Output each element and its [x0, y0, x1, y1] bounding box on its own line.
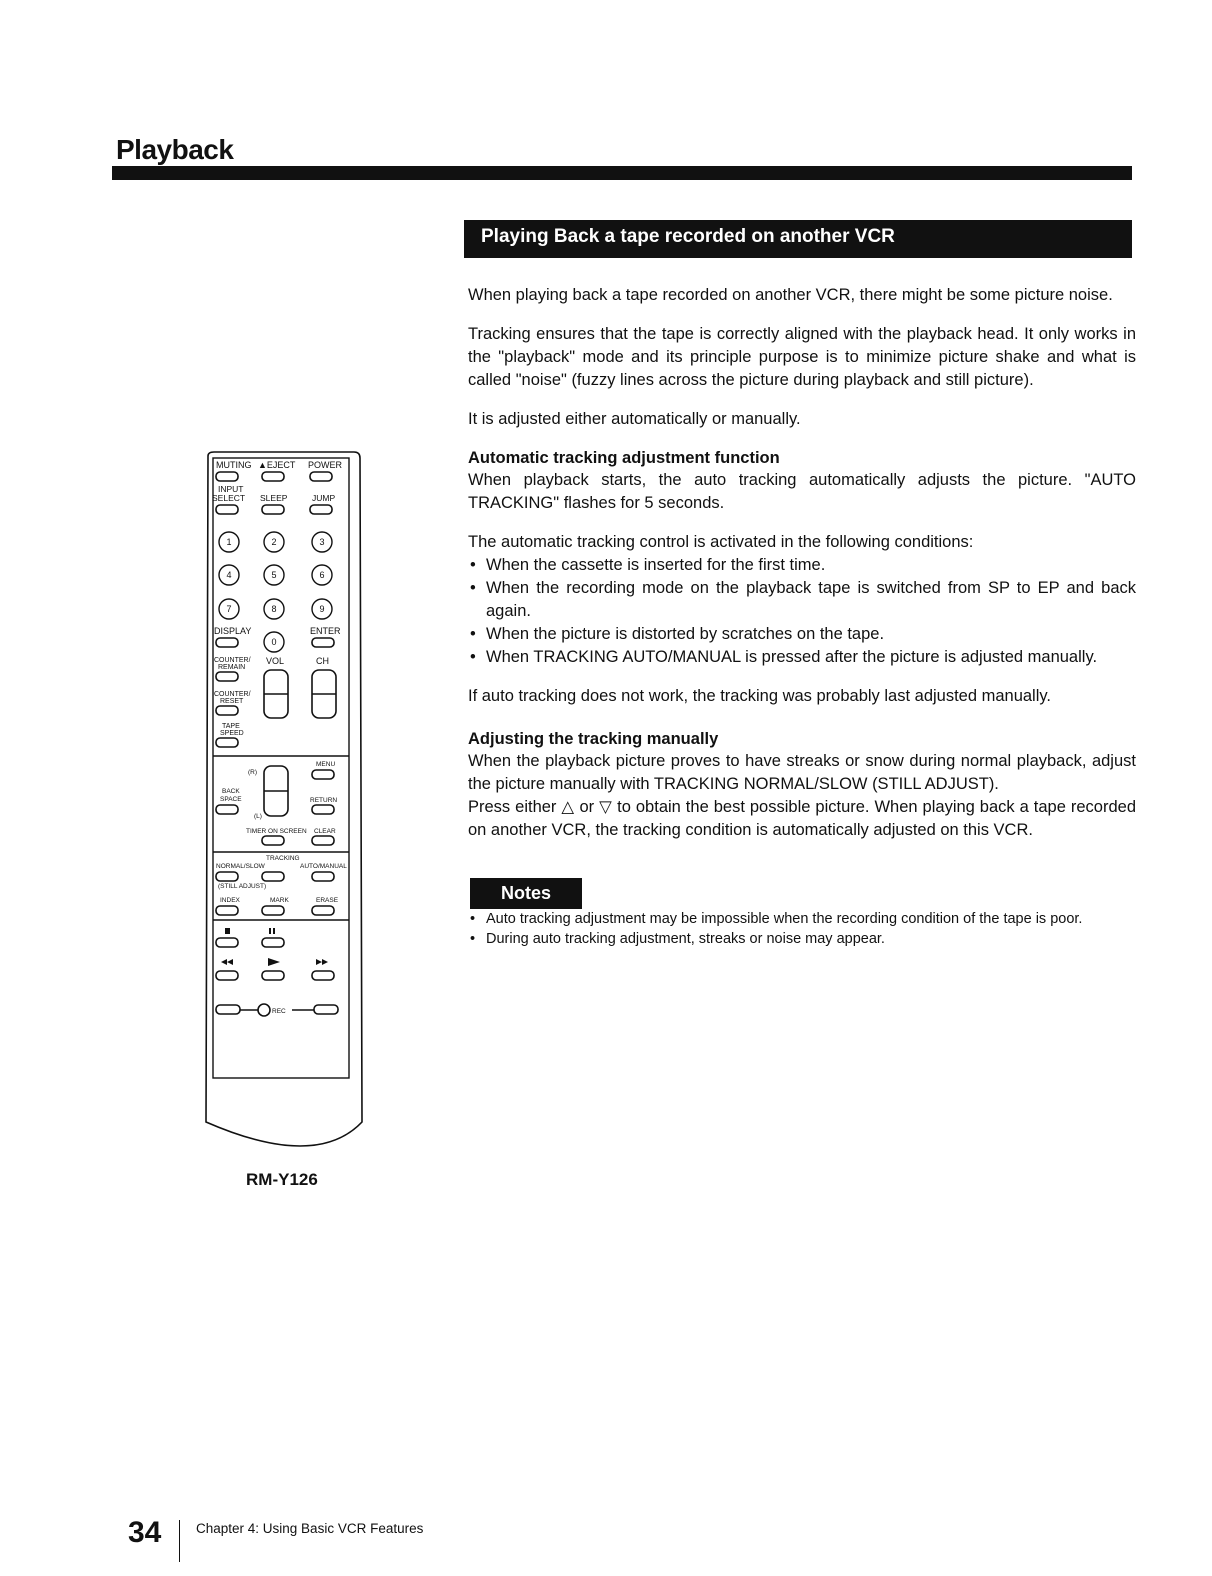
label-input: INPUT: [218, 484, 244, 494]
auto-tracking-heading: Automatic tracking adjustment function: [468, 449, 780, 467]
label-clear: CLEAR: [314, 828, 336, 835]
label-vol: VOL: [266, 656, 285, 666]
label-normal-slow: NORMAL/SLOW: [216, 863, 265, 870]
digit-4: 4: [226, 570, 232, 580]
footer-divider: [179, 1520, 180, 1562]
manual-tracking-paragraph: When the playback picture proves to have streaks or snow during normal playback, adjust the picture manually with TRACKING NORMAL/SLOW (STILL ADJUST).: [468, 752, 1136, 793]
digit-3: 3: [319, 537, 325, 547]
label-r: (R): [248, 769, 258, 776]
label-tracking: TRACKING: [266, 855, 300, 862]
tracking-paragraph: Tracking ensures that the tape is correctly aligned with the playback head. It only works in the "playback" mode and its principle purpose is to minimize picture shake and what is called "noise" (fuzzy lines across the picture during playback and still picture).: [468, 325, 1136, 389]
intro-paragraph: When playing back a tape recorded on another VCR, there might be some picture noise.: [468, 286, 1113, 304]
digit-9: 9: [319, 604, 325, 614]
label-speed: SPEED: [220, 730, 244, 737]
digit-6: 6: [319, 570, 325, 580]
label-space: SPACE: [220, 796, 242, 803]
section-banner: Playing Back a tape recorded on another VCR: [464, 220, 1132, 258]
label-select: SELECT: [212, 493, 246, 503]
conditions-intro: The automatic tracking control is activated in the following conditions:: [468, 533, 974, 551]
digit-1: 1: [226, 537, 232, 547]
label-sleep: SLEEP: [260, 493, 288, 503]
conditions-list: [468, 554, 1136, 669]
label-return: RETURN: [310, 797, 338, 804]
label-back: BACK: [222, 788, 240, 795]
page-title: Playback: [116, 134, 234, 165]
label-mark: MARK: [270, 897, 289, 904]
label-timer-on-screen: TIMER ON SCREEN: [246, 828, 307, 835]
label-counter-remain: COUNTER/: [214, 657, 251, 664]
label-erase: ERASE: [316, 897, 339, 904]
label-menu: MENU: [316, 761, 336, 768]
label-tape: TAPE: [222, 723, 240, 730]
digit-8: 8: [271, 604, 277, 614]
digit-0: 0: [271, 637, 277, 647]
notes-list: [468, 909, 1136, 949]
label-l: (L): [254, 813, 262, 820]
label-ch: CH: [316, 656, 329, 666]
notes-badge: Notes: [470, 878, 582, 909]
list-item: • When the recording mode on the playback tape is switched from SP to EP and back again.: [468, 577, 1136, 623]
main-content: [468, 284, 1136, 965]
label-muting: MUTING: [216, 460, 252, 470]
digit-7: 7: [226, 604, 232, 614]
label-jump: JUMP: [312, 493, 336, 503]
list-item: • When TRACKING AUTO/MANUAL is pressed after the picture is adjusted manually.: [468, 646, 1136, 669]
manual-tracking-heading: Adjusting the tracking manually: [468, 730, 719, 748]
remote-control-illustration: [196, 450, 371, 1160]
manual-press-paragraph: Press either △ or ▽ to obtain the best possible picture. When playing back a tape recorded on another VCR, the tracking condition is automatically adjusted on this VCR.: [468, 798, 1136, 839]
label-power: POWER: [308, 460, 343, 470]
chapter-label: Chapter 4: Using Basic VCR Features: [196, 1521, 424, 1536]
label-still-adjust: (STILL ADJUST): [218, 883, 267, 890]
label-remain: REMAIN: [218, 664, 246, 671]
list-item: • During auto tracking adjustment, streaks or noise may appear.: [468, 929, 1136, 949]
label-eject: ▲EJECT: [258, 460, 296, 470]
list-item: • When the cassette is inserted for the first time.: [468, 554, 1136, 577]
list-item: • Auto tracking adjustment may be impossible when the recording condition of the tape is poor.: [468, 909, 1136, 929]
digit-5: 5: [271, 570, 277, 580]
auto-fail-paragraph: If auto tracking does not work, the tracking was probably last adjusted manually.: [468, 687, 1052, 705]
remote-model-label: RM-Y126: [246, 1170, 318, 1189]
adjust-paragraph: It is adjusted either automatically or manually.: [468, 410, 801, 428]
digit-2: 2: [271, 537, 277, 547]
list-item: • When the picture is distorted by scratches on the tape.: [468, 623, 1136, 646]
label-auto-manual: AUTO/MANUAL: [300, 863, 347, 870]
label-index: INDEX: [220, 897, 240, 904]
label-counter-reset: COUNTER/: [214, 691, 251, 698]
auto-tracking-paragraph: When playback starts, the auto tracking automatically adjusts the picture. "AUTO TRACKING" flashes for 5 seconds.: [468, 471, 1136, 512]
label-enter: ENTER: [310, 626, 341, 636]
page-number: 34: [128, 1516, 162, 1549]
title-rule: [112, 166, 1132, 180]
label-reset: RESET: [220, 698, 244, 705]
label-display: DISPLAY: [214, 626, 252, 636]
label-rec: REC: [272, 1008, 286, 1015]
